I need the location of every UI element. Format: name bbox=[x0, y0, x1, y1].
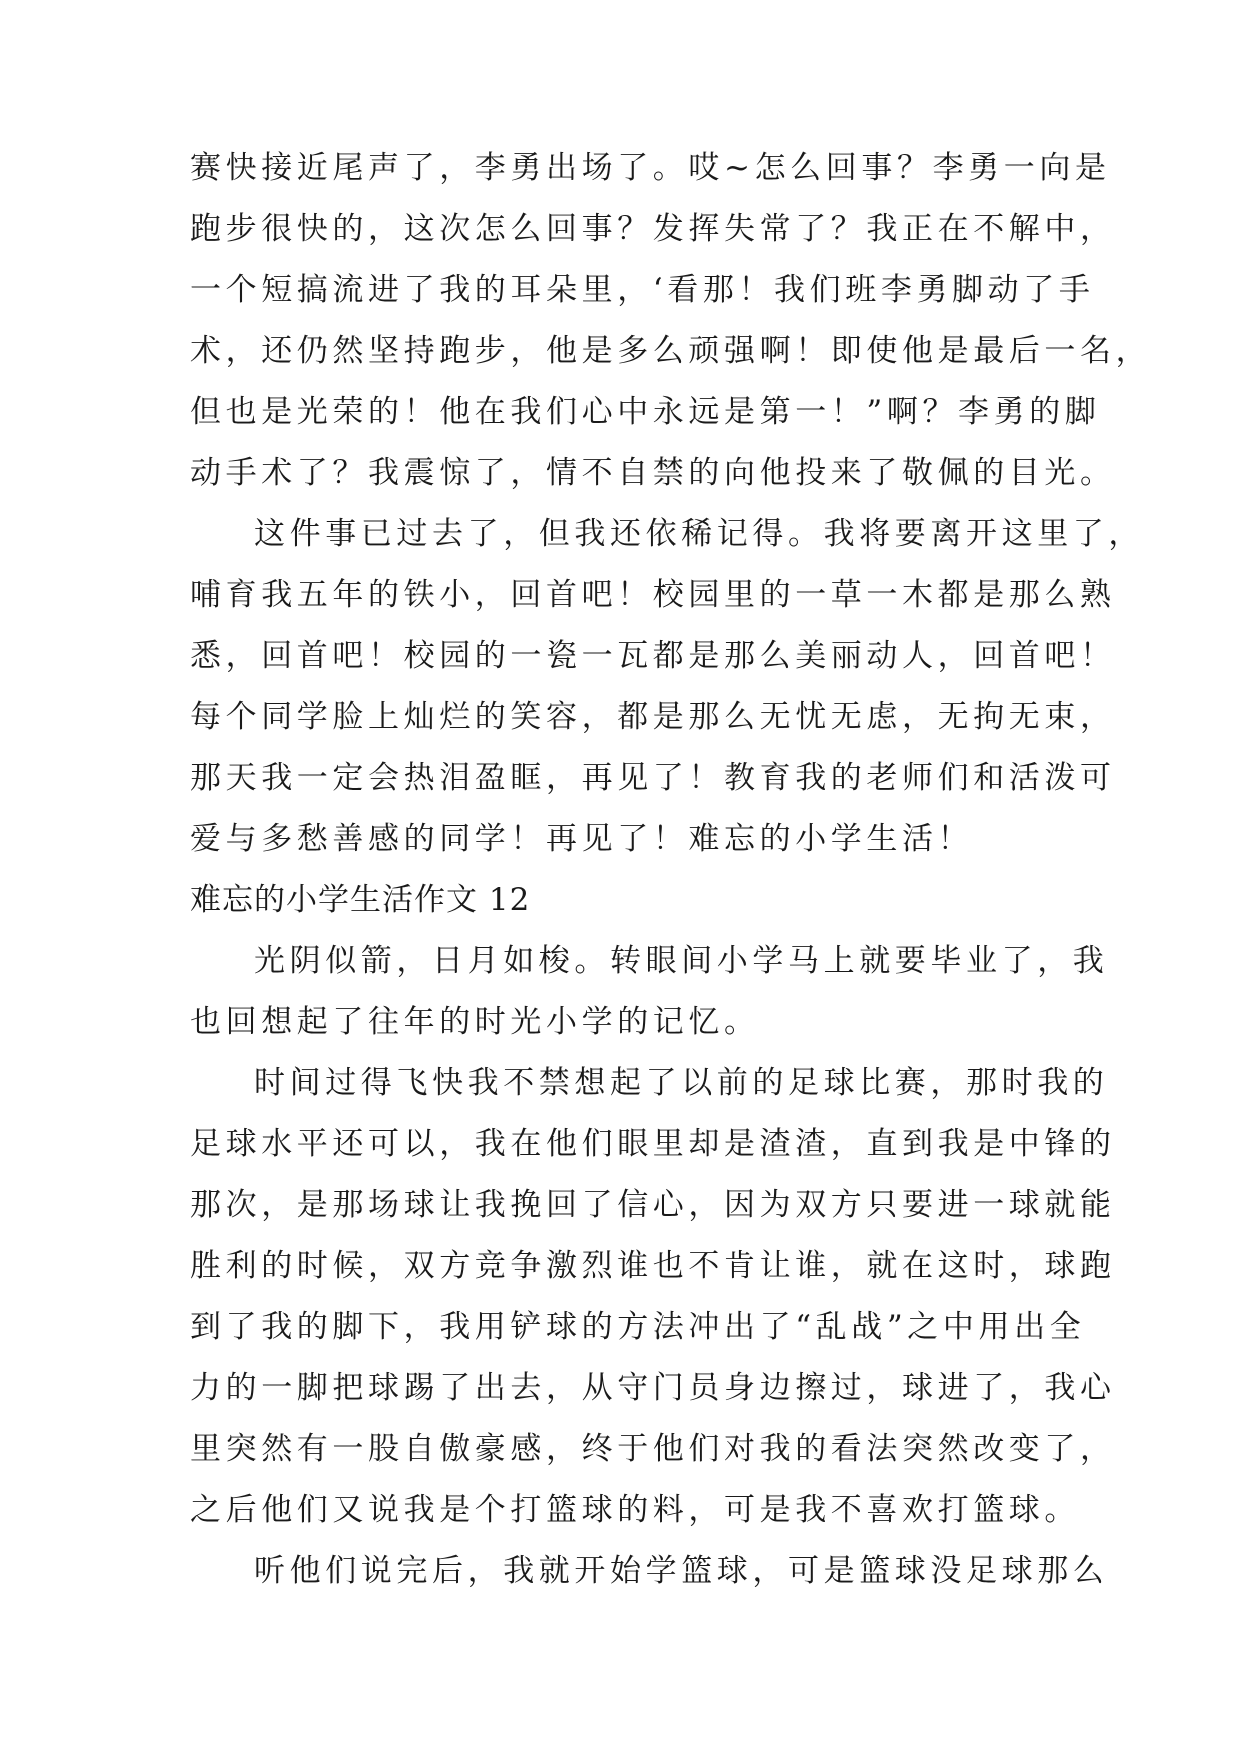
paragraph-line: 一个短搞流进了我的耳朵里，‘看那！我们班李勇脚动了手 bbox=[190, 272, 1095, 308]
paragraph-line: 动手术了？我震惊了，情不自禁的向他投来了敬佩的目光。 bbox=[190, 455, 1116, 491]
paragraph-line: 里突然有一股自傲豪感，终于他们对我的看法突然改变了， bbox=[190, 1431, 1116, 1467]
section-heading: 难忘的小学生活作文 12 bbox=[190, 882, 531, 918]
paragraph-line: 跑步很快的，这次怎么回事？发挥失常了？我正在不解中， bbox=[190, 211, 1116, 247]
paragraph-line: 这件事已过去了，但我还依稀记得。我将要离开这里了， bbox=[254, 516, 1144, 552]
paragraph-line: 光阴似箭，日月如梭。转眼间小学马上就要毕业了，我 bbox=[254, 943, 1109, 979]
paragraph-line: 之后他们又说我是个打篮球的料，可是我不喜欢打篮球。 bbox=[190, 1492, 1080, 1528]
paragraph-line: 悉，回首吧！校园的一瓷一瓦都是那么美丽动人，回首吧！ bbox=[190, 638, 1116, 674]
paragraph-line: 爱与多愁善感的同学！再见了！难忘的小学生活！ bbox=[190, 821, 974, 857]
paragraph-line: 胜利的时候，双方竞争激烈谁也不肯让谁，就在这时，球跑 bbox=[190, 1248, 1116, 1284]
paragraph-line: 时间过得飞快我不禁想起了以前的足球比赛，那时我的 bbox=[254, 1065, 1109, 1101]
paragraph-line: 哺育我五年的铁小，回首吧！校园里的一草一木都是那么熟 bbox=[190, 577, 1116, 613]
paragraph-line: 赛快接近尾声了，李勇出场了。哎~怎么回事？李勇一向是 bbox=[190, 150, 1111, 186]
paragraph-line: 到了我的脚下，我用铲球的方法冲出了“乱战”之中用出全 bbox=[190, 1309, 1086, 1345]
paragraph-line: 但也是光荣的！他在我们心中永远是第一！”啊？李勇的脚 bbox=[190, 394, 1101, 430]
paragraph-line: 也回想起了往年的时光小学的记忆。 bbox=[190, 1004, 760, 1040]
paragraph-line: 每个同学脸上灿烂的笑容，都是那么无忧无虑，无拘无束， bbox=[190, 699, 1116, 735]
paragraph-line: 那天我一定会热泪盈眶，再见了！教育我的老师们和活泼可 bbox=[190, 760, 1116, 796]
paragraph-line: 听他们说完后，我就开始学篮球，可是篮球没足球那么 bbox=[254, 1553, 1109, 1589]
paragraph-line: 那次，是那场球让我挽回了信心，因为双方只要进一球就能 bbox=[190, 1187, 1116, 1223]
paragraph-line: 足球水平还可以，我在他们眼里却是渣渣，直到我是中锋的 bbox=[190, 1126, 1116, 1162]
paragraph-line: 力的一脚把球踢了出去，从守门员身边擦过，球进了，我心 bbox=[190, 1370, 1116, 1406]
paragraph-line: 术，还仍然坚持跑步，他是多么顽强啊！即使他是最后一名， bbox=[190, 333, 1152, 369]
